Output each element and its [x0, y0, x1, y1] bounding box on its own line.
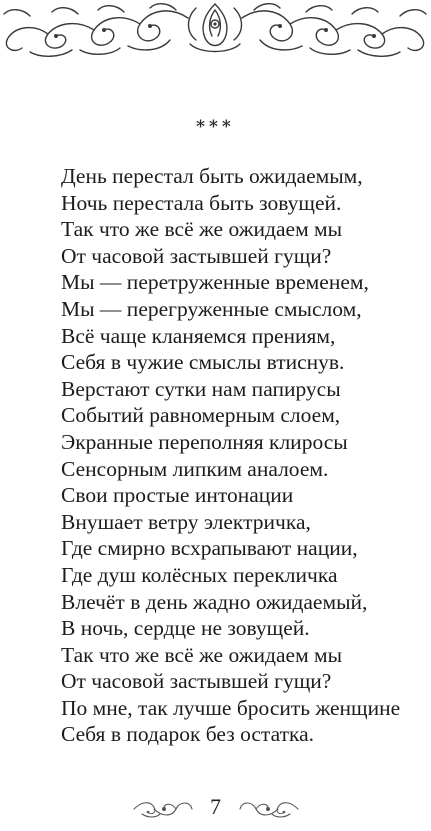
poem-line: Так что же всё же ожидаем мы [61, 642, 343, 667]
poem-line: Где душ колёсных перекличка [61, 562, 338, 587]
poem-line: Событий равномерным слоем, [61, 403, 341, 428]
footer-right-ornament [238, 798, 300, 820]
poem-text [61, 163, 421, 748]
poem-line: Мы — перетруженные временем, [61, 270, 369, 295]
poem-line: Всё чаще кланяемся прениям, [61, 323, 336, 348]
poem-line: По мне, так лучше бросить женщине [61, 695, 401, 720]
poem-line: Сенсорным липким аналоем. [61, 456, 329, 481]
poem-line: День перестал быть ожидаемым, [61, 164, 363, 188]
poem-line: Свои простые интонации [61, 483, 294, 508]
poem-line: Внушает ветру электричка, [61, 509, 311, 534]
poem-line: Верстают сутки нам папирусы [61, 376, 341, 401]
poem-line: Себя в подарок без остатка. [61, 722, 315, 747]
poem-line: Себя в чужие смыслы втиснув. [61, 350, 345, 375]
section-separator: *** [196, 117, 235, 137]
poem-line: От часовой застывшей гущи? [61, 669, 332, 694]
poem-line: Экранные переполняя клиросы [61, 429, 348, 454]
poem-line: Влечёт в день жадно ожидаемый, [61, 589, 368, 614]
poem-line: Мы — перегруженные смыслом, [61, 296, 362, 321]
poem-line: Где смирно всхрапывают нации, [61, 536, 358, 561]
poem-line: Ночь перестала быть зовущей. [61, 190, 342, 215]
page-footer [0, 792, 431, 828]
poem-line: В ночь, сердце не зовущей. [61, 616, 310, 641]
header-floral-ornament [0, 0, 431, 62]
poem-line: От часовой застывшей гущи? [61, 243, 332, 268]
poem-line: Так что же всё же ожидаем мы [61, 217, 343, 242]
page-number: 7 [210, 794, 221, 819]
